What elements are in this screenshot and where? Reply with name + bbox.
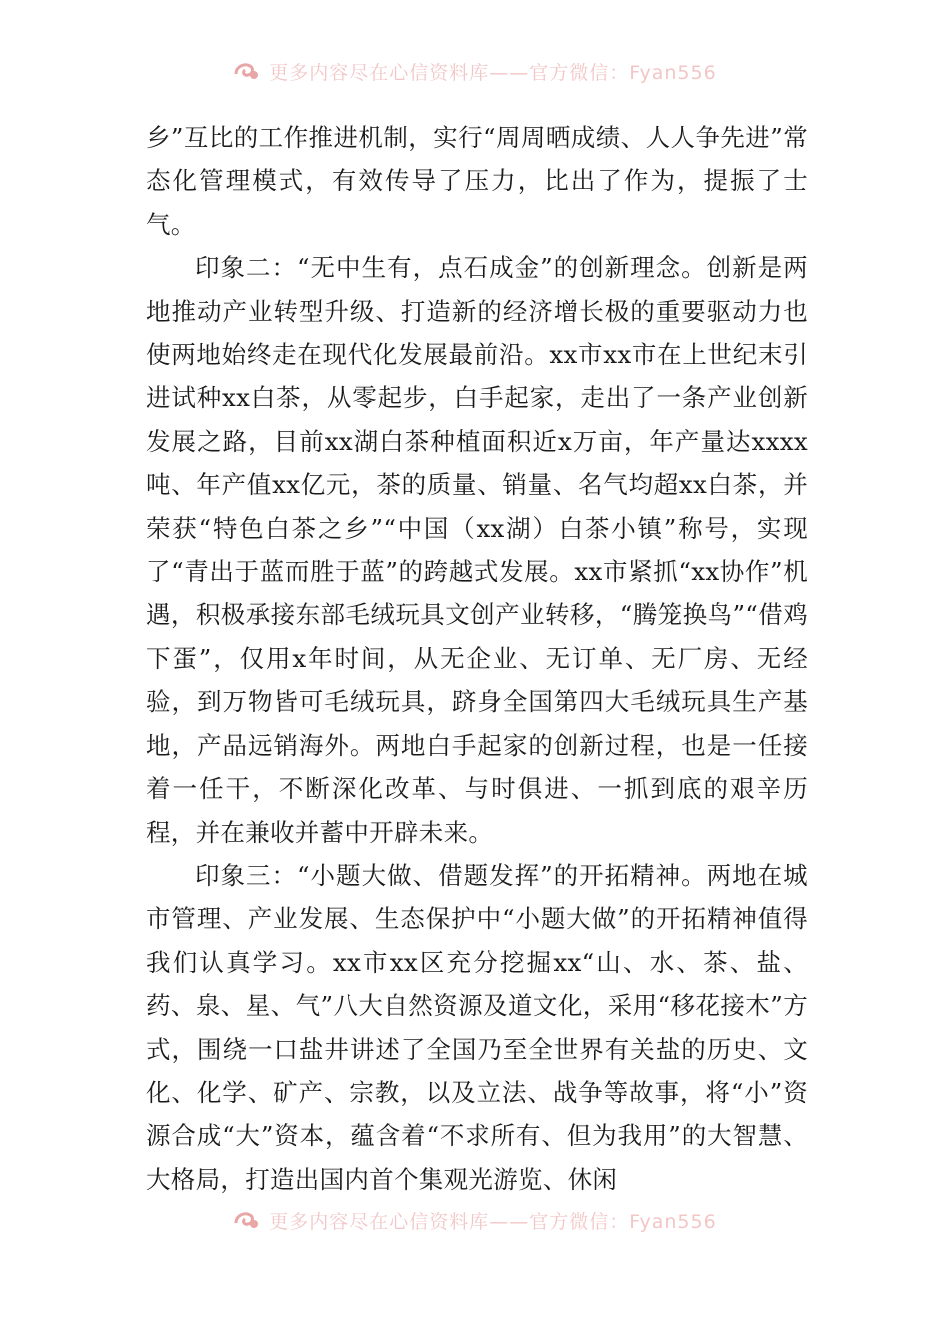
paragraph-continued: 乡”互比的工作推进机制，实行“周周晒成绩、人人争先进”常态化管理模式，有效传导了压力，比出了作为，提振了士气。: [146, 123, 808, 239]
watermark-text: 更多内容尽在心信资料库——官方微信：Fyan556: [269, 1210, 717, 1233]
watermark-logo-icon: [233, 60, 261, 82]
watermark-logo-icon: [233, 1209, 261, 1231]
watermark-text: 更多内容尽在心信资料库——官方微信：Fyan556: [269, 61, 717, 84]
watermark-footer: [0, 1207, 950, 1233]
watermark-header: [0, 58, 950, 84]
paragraph-impression-two: 印象二：“无中生有，点石成金”的创新理念。创新是两地推动产业转型升级、打造新的经济增长极的重要驱动力也使两地始终走在现代化发展最前沿。xx市xx市在上世纪末引进试种xx白茶，从零起步，白手起家，走出了一条产业创新发展之路，目前xx湖白茶种植面积近x万亩，年产量达xxxx吨、年产值xx亿元，茶的质量、销量、名气均超xx白茶，并荣获“特色白茶之乡”“中国（xx湖）白茶小镇”称号，实现了“青出于蓝而胜于蓝”的跨越式发展。xx市紧抓“xx协作”机遇，积极承接东部毛绒玩具文创产业转移，“腾笼换鸟”“借鸡下蛋”，仅用x年时间，从无企业、无订单、无厂房、无经验，到万物皆可毛绒玩具，跻身全国第四大毛绒玩具生产基地，产品远销海外。两地白手起家的创新过程，也是一任接着一任干，不断深化改革、与时俱进、一抓到底的艰辛历程，并在兼收并蓄中开辟未来。: [146, 253, 808, 847]
document-body: [146, 116, 808, 1201]
paragraph-impression-three: 印象三：“小题大做、借题发挥”的开拓精神。两地在城市管理、产业发展、生态保护中“小题大做”的开拓精神值得我们认真学习。xx市xx区充分挖掘xx“山、水、茶、盐、药、泉、星、气”八大自然资源及道文化，采用“移花接木”方式，围绕一口盐井讲述了全国乃至全世界有关盐的历史、文化、化学、矿产、宗教，以及立法、战争等故事，将“小”资源合成“大”资本，蕴含着“不求所有、但为我用”的大智慧、大格局，打造出国内首个集观光游览、休闲: [146, 860, 808, 1194]
